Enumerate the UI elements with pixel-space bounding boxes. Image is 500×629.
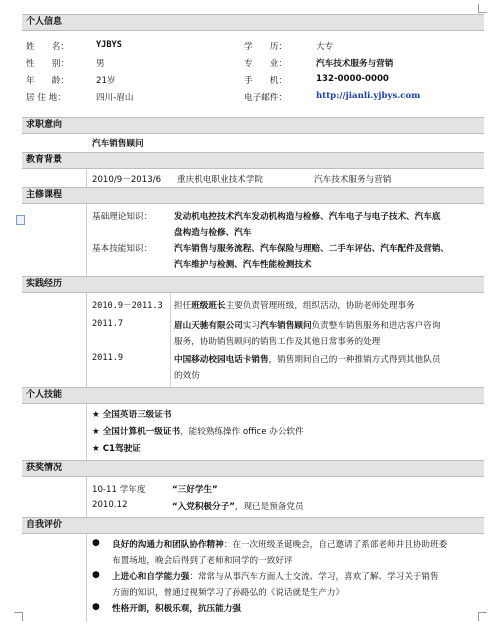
award-2-value: “入党积极分子”，现已是预备党员 [172,502,304,512]
section-practice-body [22,293,484,387]
education-school: 重庆机电职业技术学院 [177,175,263,185]
section-intent-heading: 求职意向 [22,117,484,134]
section-skills-heading: 个人技能 [22,387,484,404]
self-eval-2-line-2: 方面的知识，曾通过视频学习了孙路弘的《说话就是生产力》 [112,588,345,598]
bullet-icon: ● [92,538,100,548]
section-practice-heading: 实践经历 [22,276,484,293]
skill-line-1: 汽车销售与服务流程、汽车保险与理赔、二手车评估、汽车配件及营销、 [174,244,450,254]
self-eval-3: 性格开朗，积极乐观，抗压能力强 [112,604,241,614]
section-awards-body [22,477,484,517]
practice-3-desc: 中国移动校园电话卡销售，销售期间自己的一种推销方式得到其他队员 [174,355,441,365]
age-label: 年 龄： [26,76,69,86]
practice-1-desc: 担任班级班长主要负责管理班级，组织活动，协助老师处理事务 [174,301,415,311]
section-intent-body [22,134,484,152]
skill-label: 基本技能知识： [92,244,153,254]
skill-english-cert: ★ 全国英语三级证书 [92,410,172,420]
practice-2-desc: 眉山天驰有限公司实习汽车销售顾问负责整车销售服务和进店客户咨询 [174,321,441,331]
name-label: 姓 名： [26,42,69,52]
email-label: 电子邮件： [244,93,287,103]
education-period: 2010/9－2013/6 [92,175,162,185]
section-education-heading: 教育背景 [22,152,484,169]
self-eval-2: 上进心和自学能力强：常常与从事汽车方面人士交流、学习，喜欢了解、学习关于销售 [112,572,439,582]
skill-driver-license: ★ C1驾驶证 [92,444,141,454]
self-eval-1-line-2: 布置场地，晚会后得到了老师和同学的一致好评 [112,556,293,566]
practice-3-desc-line-2: 的效仿 [174,371,200,381]
major-value: 汽车技术服务与营销 [316,59,394,69]
section-self-heading: 自我评价 [22,517,484,534]
section-courses-body [22,204,484,276]
education-major: 汽车技术服务与营销 [314,175,392,185]
practice-3-date: 2011.9 [92,353,124,363]
column-divider [170,293,171,387]
phone-label: 手 机： [244,76,287,86]
skill-line-2: 汽车维护与检测、汽车性能检测技术 [174,260,312,270]
home-label: 居 住 地： [26,93,66,103]
email-link[interactable]: http://jianli.yjbys.com [316,91,421,101]
column-divider [86,169,87,187]
age-value: 21岁 [96,76,116,86]
practice-1-date: 2010.9－2011.3 [92,301,163,311]
major-label: 专 业： [244,59,287,69]
education-level-label: 学 历： [244,42,287,52]
intent-value: 汽车销售顾问 [92,139,144,149]
column-divider [86,204,87,276]
bullet-icon: ● [92,602,100,612]
award-1-date: 10-11 学年度 [92,485,146,495]
name-value: YJBYS [96,40,122,50]
practice-2-desc-line-2: 服务，协助销售顾问的销售工作及其他日常事务的处理 [174,337,381,347]
skill-computer-cert: ★ 全国计算机一级证书，能较熟练操作 office 办公软件 [92,427,304,437]
column-divider [86,534,87,622]
resume-page [22,14,484,622]
section-personal-heading: 个人信息 [22,14,484,31]
gender-value: 男 [96,59,105,69]
section-skills-body [22,404,484,460]
section-self-body [22,534,484,622]
section-courses-heading: 主修课程 [22,187,484,204]
practice-2-date: 2011.7 [92,319,124,329]
column-divider [86,404,87,460]
gender-label: 性 别： [26,59,69,69]
corner-mark-top-right [478,4,487,13]
education-level-value: 大专 [316,42,334,52]
bullet-icon: ● [92,570,100,580]
section-awards-heading: 获奖情况 [22,460,484,477]
column-divider [86,477,87,517]
theory-line-1: 发动机电控技术汽车发动机构造与检修、汽车电子与电子技术、汽车底 [174,212,441,222]
award-2-date: 2010.12 [92,500,128,510]
theory-line-2: 盘构造与检修、汽车 [174,228,252,238]
phone-value: 132-0000-0000 [316,74,389,84]
self-eval-1: 良好的沟通力和团队协作精神：在一次班级圣诞晚会，自己邀请了系部老师并且协助班委 [112,540,448,550]
home-value: 四川-眉山 [96,93,134,103]
theory-label: 基础理论知识： [92,212,153,222]
section-personal-body [22,31,484,117]
award-1-value: “三好学生” [172,485,218,495]
section-education-body [22,169,484,187]
column-divider [86,293,87,387]
